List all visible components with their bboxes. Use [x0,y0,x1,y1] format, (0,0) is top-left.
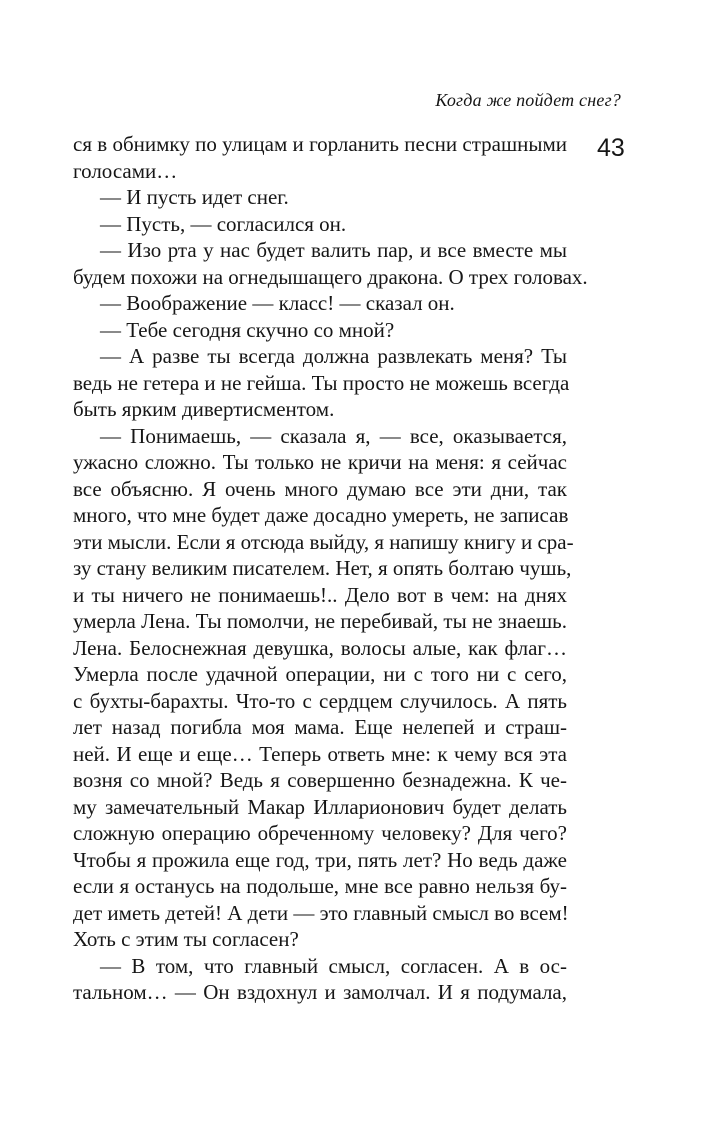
text-line: — Тебе сегодня скучно со мной? [100,317,395,342]
text-line: сложную операцию обреченному человеку? Для чего? [73,821,567,845]
text-line: ужасно сложно. Ты только не кричи на меня: я сейчас [73,450,567,474]
text-line: тальном… — Он вздохнул и замолчал. И я подумала, [73,980,567,1004]
text-line: му замечательный Макар Илларионович будет делать [73,794,567,819]
page-number: 43 [597,134,625,162]
text-line: — Воображение — класс! — сказал он. [100,291,455,315]
text-line: Умерла после удачной операции, ни с того ни с сего, [73,662,567,686]
body-text [73,131,588,1006]
text-line: если я останусь на подольше, мне все равно нельзя бу- [73,874,567,898]
text-line: — Изо рта у нас будет валить пар, и все вместе мы [100,238,567,262]
text-line: все объясню. Я очень много думаю все эти дни, так [73,476,567,501]
text-line: ся в обнимку по улицам и горланить песни страшными [73,132,567,156]
text-line: — А разве ты всегда должна развлекать меня? Ты [100,344,567,368]
text-line: ведь не гетера и не гейша. Ты просто не можешь всегда [73,370,570,395]
text-line: лет назад погибла моя мама. Еще нелепей и страш- [73,715,567,739]
text-line: Хоть с этим ты согласен? [73,927,299,951]
text-line: — И пусть идет снег. [100,185,289,209]
text-line: — В том, что главный смысл, согласен. А в ос- [100,953,567,978]
text-line: возня со мной? Ведь я совершенно безнадежна. К че- [73,768,567,792]
text-line: голосами… [73,158,178,183]
text-line: Лена. Белоснежная девушка, волосы алые, как флаг… [73,635,567,660]
text-line: — Пусть, — согласился он. [100,211,347,236]
text-line: зу стану великим писателем. Нет, я опять болтаю чушь, [73,556,572,580]
text-line: с бухты-барахты. Что-то с сердцем случилось. А пять [73,688,567,713]
text-line: эти мысли. Если я отсюда выйду, я напишу книгу и сра- [73,529,574,554]
text-line: быть ярким дивертисментом. [73,397,335,421]
text-line: и ты ничего не понимаешь!.. Дело вот в чем: на днях [73,582,567,607]
text-line: будем похожи на огнедышащего дракона. О трех головах. [73,264,588,289]
text-line: ней. И еще и еще… Теперь ответь мне: к чему вся эта [73,741,567,766]
text-line: Чтобы я прожила еще год, три, пять лет? Но ведь даже [73,847,567,872]
text-line: умерла Лена. Ты помолчи, не перебивай, ты не знаешь. [73,609,567,633]
text-line: дет иметь детей! А дети — это главный смысл во всем! [73,900,569,925]
text-line: много, что мне будет даже досадно умереть, не записав [73,503,569,527]
text-line: — Понимаешь, — сказала я, — все, оказывается, [100,423,567,448]
running-header: Когда же пойдет снег? [435,90,621,110]
